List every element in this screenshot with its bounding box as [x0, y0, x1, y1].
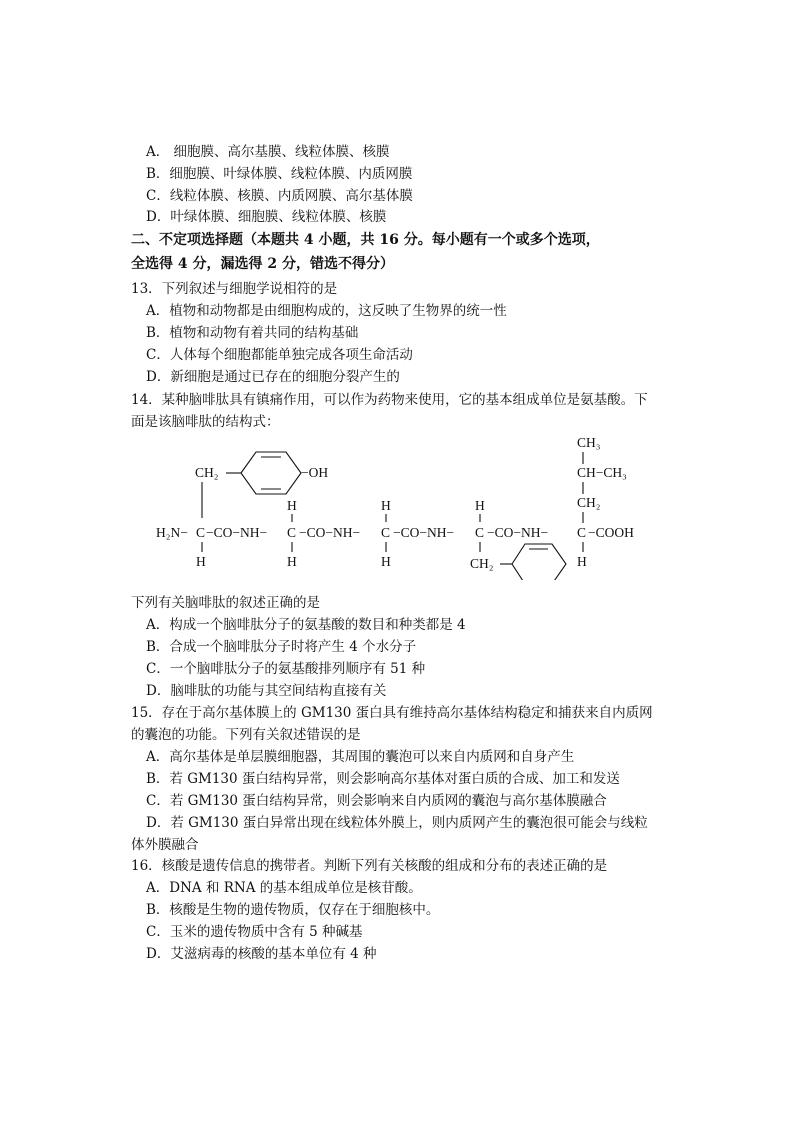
alpha-carbon-3: C: [381, 525, 391, 540]
option-c: C．线粒体膜、核膜、内质网膜、高尔基体膜: [146, 188, 413, 204]
h-bottom-5: H: [577, 554, 587, 569]
q13-option-a: A．植物和动物都是由细胞构成的，这反映了生物界的统一性: [146, 303, 507, 319]
alpha-carbon-2: C: [287, 525, 297, 540]
q16-stem: 16．核酸是遗传信息的携带者。判断下列有关核酸的组成和分布的表述正确的是: [131, 858, 608, 874]
q14-option-a: A．构成一个脑啡肽分子的氨基酸的数目和种类都是 4: [146, 617, 466, 633]
ch2-bottom: CH₂: [470, 556, 494, 571]
q15-option-a: A．高尔基体是单层膜细胞器，其周围的囊泡可以来自内质网和自身产生: [146, 749, 575, 765]
alpha-carbon-5: C: [577, 525, 587, 540]
option-d: D．叶绿体膜、细胞膜、线粒体膜、核膜: [146, 209, 387, 225]
co-nh-1: −CO−NH−: [206, 525, 268, 540]
ch3-top: CH₃: [577, 435, 601, 450]
ch2-right: CH₂: [577, 495, 601, 510]
oh-group: −OH: [301, 465, 329, 480]
h-bottom-2: H: [287, 554, 297, 569]
ch-ch3: CH−CH₃: [577, 465, 627, 480]
benzene-ring-top: [241, 452, 301, 494]
alpha-carbon-4: C: [475, 525, 485, 540]
q15-option-c: C．若 GM130 蛋白结构异常，则会影响来自内质网的囊泡与高尔基体膜融合: [146, 793, 607, 809]
h-top-3: H: [475, 498, 485, 513]
option-a: A． 细胞膜、高尔基膜、线粒体膜、核膜: [146, 144, 390, 160]
co-nh-4: −CO−NH−: [487, 525, 549, 540]
section-header-line2: 全选得 4 分，漏选得 2 分，错选不得分）: [131, 256, 394, 272]
q14-stem-line1: 14．某种脑啡肽具有镇痛作用，可以作为药物来使用，它的基本组成单位是氨基酸。下: [131, 392, 648, 408]
q13-option-c: C．人体每个细胞都能单独完成各项生命活动: [146, 347, 413, 363]
section-header-line1: 二、不定项选择题（本题共 4 小题，共 16 分。每小题有一个或多个选项，: [131, 232, 600, 248]
option-b: B．细胞膜、叶绿体膜、线粒体膜、内质网膜: [146, 166, 413, 182]
h2n-group: H₂N−: [156, 525, 188, 540]
ch2-left: CH₂: [195, 465, 219, 480]
q16-option-c: C．玉米的遗传物质中含有 5 种碱基: [146, 924, 363, 940]
q14-option-b: B．合成一个脑啡肽分子时将产生 4 个水分子: [146, 639, 417, 655]
q13-option-d: D．新细胞是通过已存在的细胞分裂产生的: [146, 369, 400, 385]
q16-option-a: A．DNA 和 RNA 的基本组成单位是核苷酸。: [146, 880, 422, 896]
q16-option-b: B．核酸是生物的遗传物质，仅存在于细胞核中。: [146, 902, 440, 918]
q15-stem-line1: 15．存在于高尔基体膜上的 GM130 蛋白具有维持高尔基体结构稳定和捕获来自内质网: [131, 705, 653, 721]
q14-stem-line2: 面是该脑啡肽的结构式：: [131, 414, 280, 430]
q14-option-c: C．一个脑啡肽分子的氨基酸排列顺序有 51 种: [146, 661, 426, 677]
h-top-2: H: [381, 498, 391, 513]
h-bottom-3: H: [381, 554, 391, 569]
q13-option-b: B．植物和动物有着共同的结构基础: [146, 325, 359, 341]
q15-stem-line2: 的囊泡的功能。下列有关叙述错误的是: [131, 727, 361, 743]
co-nh-3: −CO−NH−: [393, 525, 455, 540]
h-top-1: H: [287, 498, 297, 513]
alpha-carbon-1: C: [196, 525, 206, 540]
q14-sub-stem: 下列有关脑啡肽的叙述正确的是: [131, 595, 320, 611]
q15-option-d: D．若 GM130 蛋白异常出现在线粒体外膜上，则内质网产生的囊泡很可能会与线粒: [146, 815, 648, 831]
h-bottom-1: H: [196, 554, 206, 569]
q15-option-d-cont: 体外膜融合: [131, 837, 199, 853]
co-nh-2: −CO−NH−: [299, 525, 361, 540]
q15-option-b: B．若 GM130 蛋白结构异常，则会影响高尔基体对蛋白质的合成、加工和发送: [146, 771, 620, 787]
cooh-group: −COOH: [588, 525, 634, 540]
q16-option-d: D．艾滋病毒的核酸的基本单位有 4 种: [146, 946, 377, 962]
peptide-structure-formula: [150, 430, 670, 580]
q13-stem: 13．下列叙述与细胞学说相符的是: [131, 281, 338, 297]
q14-option-d: D．脑啡肽的功能与其空间结构直接有关: [146, 683, 387, 699]
